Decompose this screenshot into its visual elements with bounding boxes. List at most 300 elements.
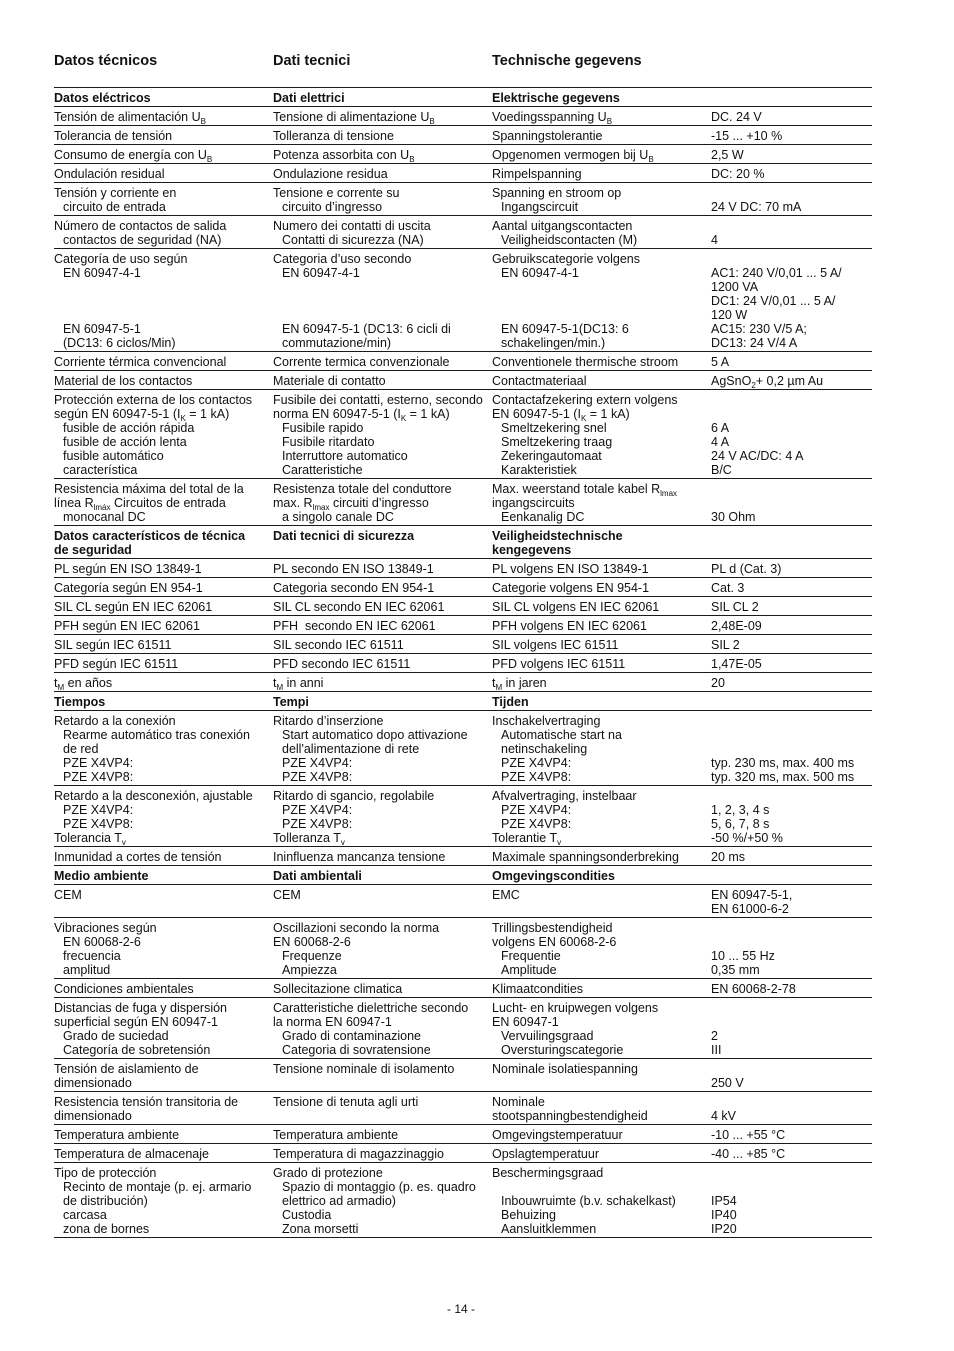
cell-line [711, 921, 872, 935]
heading-dutch: Technische gegevens [492, 53, 642, 69]
cell-value [711, 1166, 872, 1236]
cell-line: Inschakelvertraging [492, 714, 601, 728]
cell-line: Medio ambiente [54, 869, 149, 883]
cell-line: Condiciones ambientales [54, 982, 194, 996]
cell-line: PFD volgens IEC 61511 [492, 657, 626, 671]
cell-line: CEM [54, 888, 82, 902]
cell-italian [273, 581, 492, 595]
cell-italian [273, 850, 492, 864]
line-text: norma EN 60947-5-1 (I [273, 407, 401, 421]
cell-italian [273, 676, 492, 690]
cell-line: PFH según EN IEC 62061 [54, 619, 200, 633]
cell-line [711, 482, 872, 496]
spec-row [54, 249, 872, 352]
cell-line: Tensión y corriente en [54, 186, 177, 200]
cell-line: dimensionado [54, 1076, 132, 1090]
subscript: B [200, 117, 206, 126]
cell-line: Start automatico dopo attivazione [282, 728, 468, 742]
cell-value [711, 789, 872, 845]
cell-dutch [492, 252, 711, 350]
cell-line: Smeltzekering snel [501, 421, 607, 435]
cell-line: Fusibile dei contatti, esterno, secondo [273, 393, 483, 407]
cell-spanish [54, 252, 273, 350]
cell-line: Ondulazione residua [273, 167, 388, 181]
cell-italian [273, 600, 492, 614]
cell-line [54, 407, 273, 421]
cell-line: (DC13: 6 ciclos/Min) [63, 336, 176, 350]
cell-line: PL volgens EN ISO 13849-1 [492, 562, 649, 576]
cell-line [492, 148, 711, 162]
cell-line: de distribución) [63, 1194, 148, 1208]
cell-line: Nominale isolatiespanning [492, 1062, 638, 1076]
cell-line: fusible de acción lenta [63, 435, 187, 449]
cell-italian [273, 695, 492, 709]
cell-line: Ondulación residual [54, 167, 165, 181]
subscript: M [276, 683, 284, 692]
subscript: B [206, 155, 213, 164]
cell-line: dimensionado [54, 1109, 132, 1123]
cell-value [711, 695, 872, 709]
cell-line: Materiale di contatto [273, 374, 386, 388]
line-text: Voedingsspanning U [492, 110, 607, 124]
cell-spanish [54, 1128, 273, 1142]
cell-line: Grado di protezione [273, 1166, 383, 1180]
cell-italian [273, 355, 492, 369]
subscript: K [580, 414, 587, 423]
cell-line: EN 60068-2-6 [63, 935, 141, 949]
subscript: v [557, 838, 562, 847]
cell-line: 4 A [711, 435, 730, 449]
cell-line: SIL CL secondo EN IEC 62061 [273, 600, 445, 614]
cell-line: EN 60947-4-1 [501, 266, 579, 280]
cell-line [711, 789, 872, 803]
cell-line: Frequentie [501, 949, 561, 963]
cell-line [711, 935, 872, 949]
cell-line [492, 482, 711, 496]
cell-line: Zona morsetti [282, 1222, 359, 1236]
cell-line: EN 60068-2-6 [273, 935, 351, 949]
cell-line: DC. 24 V [711, 110, 762, 124]
cell-value [711, 1147, 872, 1161]
cell-spanish [54, 600, 273, 614]
cell-line: kengegevens [492, 543, 572, 557]
cell-line: Nominale [492, 1095, 545, 1109]
cell-line [273, 280, 492, 294]
cell-line [492, 831, 711, 845]
spec-row [54, 673, 872, 692]
spec-row [54, 107, 872, 126]
cell-line [273, 676, 492, 690]
cell-spanish [54, 982, 273, 996]
cell-line: Temperatura di magazzinaggio [273, 1147, 444, 1161]
line-text: AgSnO [711, 374, 752, 388]
spec-row [54, 1163, 872, 1238]
cell-line: EN 60947-5-1, [711, 888, 793, 902]
cell-line: -50 %/+50 % [711, 831, 783, 845]
cell-line: B/C [711, 463, 732, 477]
cell-line: Automatische start na [501, 728, 622, 742]
cell-line: Tensione e corrente su [273, 186, 400, 200]
cell-line: PZE X4VP4: [501, 803, 572, 817]
cell-line: fusible de acción rápida [63, 421, 195, 435]
spec-row [54, 616, 872, 635]
subscript: B [409, 155, 415, 164]
cell-line: SIL secondo IEC 61511 [273, 638, 404, 652]
cell-line [273, 496, 492, 510]
cell-line [54, 148, 273, 162]
cell-line [492, 308, 711, 322]
line-text: Tensión de alimentación U [54, 110, 201, 124]
cell-value [711, 355, 872, 369]
cell-italian [273, 888, 492, 916]
cell-line: Temperatura ambiente [54, 1128, 180, 1142]
cell-line: 10 ... 55 Hz [711, 949, 775, 963]
cell-line: Inmunidad a cortes de tensión [54, 850, 222, 864]
cell-line: Contatti di sicurezza (NA) [282, 233, 424, 247]
line-text: Potenza assorbita con U [273, 148, 410, 162]
cell-line: Número de contactos de salida [54, 219, 227, 233]
cell-line: Trillingsbestendigheid [492, 921, 613, 935]
cell-line [492, 280, 711, 294]
spec-row [54, 216, 872, 249]
cell-line: PZE X4VP4: [282, 803, 353, 817]
line-text: Max. weerstand totale kabel R [492, 482, 661, 496]
cell-line: Zekeringautomaat [501, 449, 602, 463]
cell-line: Grado de suciedad [63, 1029, 169, 1043]
cell-line: PZE X4VP8: [282, 770, 353, 784]
cell-line: Omgevingscondities [492, 869, 615, 883]
cell-line [54, 280, 273, 294]
cell-line: característica [63, 463, 138, 477]
cell-dutch [492, 695, 711, 709]
cell-line: Temperatura ambiente [273, 1128, 399, 1142]
cell-line: commutazione/min) [282, 336, 392, 350]
cell-line: Veiligheidscontacten (M) [501, 233, 638, 247]
cell-line [711, 1166, 872, 1180]
cell-line [273, 831, 492, 845]
cell-line: -40 ... +85 °C [711, 1147, 786, 1161]
cell-dutch [492, 1147, 711, 1161]
cell-spanish [54, 676, 273, 690]
spec-row [54, 786, 872, 847]
cell-line: EMC [492, 888, 520, 902]
cell-line: Numero dei contatti di uscita [273, 219, 431, 233]
cell-line: monocanal DC [63, 510, 146, 524]
cell-line: SIL CL volgens EN IEC 62061 [492, 600, 660, 614]
technical-data-table [54, 87, 872, 1238]
cell-line: 1,47E-05 [711, 657, 762, 671]
cell-line: PZE X4VP4: [501, 756, 572, 770]
cell-value [711, 888, 872, 916]
subscript: K [180, 414, 186, 423]
line-text: Consumo de energía con U [54, 148, 207, 162]
cell-line: PZE X4VP8: [282, 817, 353, 831]
cell-value [711, 1095, 872, 1123]
cell-italian [273, 167, 492, 181]
line-text: in jaren [502, 676, 547, 690]
cell-line: DC: 20 % [711, 167, 765, 181]
cell-line: 20 ms [711, 850, 746, 864]
cell-spanish [54, 91, 273, 105]
cell-italian [273, 1166, 492, 1236]
cell-line: frecuencia [63, 949, 121, 963]
cell-line [711, 1062, 872, 1076]
cell-line: IP20 [711, 1222, 737, 1236]
cell-italian [273, 186, 492, 214]
cell-line: ingangscircuits [492, 496, 575, 510]
cell-italian [273, 1001, 492, 1057]
cell-line [492, 1180, 711, 1194]
cell-line: Aansluitklemmen [501, 1222, 597, 1236]
cell-line: 6 A [711, 421, 730, 435]
cell-spanish [54, 110, 273, 124]
cell-line: IP40 [711, 1208, 737, 1222]
cell-value [711, 1062, 872, 1090]
cell-italian [273, 562, 492, 576]
cell-dutch [492, 562, 711, 576]
cell-spanish [54, 148, 273, 162]
cell-dutch [492, 393, 711, 477]
cell-line: SIL 2 [711, 638, 740, 652]
cell-line: volgens EN 60068-2-6 [492, 935, 617, 949]
cell-value [711, 129, 872, 143]
cell-dutch [492, 1166, 711, 1236]
cell-line: 2,48E-09 [711, 619, 762, 633]
cell-italian [273, 374, 492, 388]
cell-line: Tiempos [54, 695, 106, 709]
cell-line: Spanning en stroom op [492, 186, 622, 200]
cell-value [711, 869, 872, 883]
cell-line: EN 60068-2-78 [711, 982, 796, 996]
cell-line: AC1: 240 V/0,01 ... 5 A/ [711, 266, 842, 280]
cell-spanish [54, 619, 273, 633]
line-text: t [54, 676, 58, 690]
cell-spanish [54, 355, 273, 369]
cell-line: Omgevingstemperatuur [492, 1128, 623, 1142]
subscript: B [648, 155, 654, 164]
cell-line: de seguridad [54, 543, 132, 557]
cell-spanish [54, 888, 273, 916]
cell-line: Resistenza totale del conduttore [273, 482, 452, 496]
cell-line: Ingangscircuit [501, 200, 579, 214]
cell-line: Caratteristiche [282, 463, 363, 477]
cell-line: Fusibile rapido [282, 421, 364, 435]
cell-line: EN 60947-4-1 [63, 266, 141, 280]
cell-spanish [54, 869, 273, 883]
cell-line: PZE X4VP4: [63, 756, 134, 770]
cell-italian [273, 482, 492, 524]
cell-line: PFH secondo EN IEC 62061 [273, 619, 436, 633]
cell-spanish [54, 1166, 273, 1236]
cell-line [711, 252, 872, 266]
cell-line: PFD según IEC 61511 [54, 657, 179, 671]
cell-spanish [54, 638, 273, 652]
cell-line: Karakteristiek [501, 463, 577, 477]
cell-value [711, 91, 872, 105]
cell-dutch [492, 1095, 711, 1123]
page-number: - 14 - [447, 1302, 476, 1316]
cell-line: Caratteristiche dielettriche secondo [273, 1001, 469, 1015]
cell-line: EN 60947-5-1(DC13: 6 [501, 322, 629, 336]
heading-italian: Dati tecnici [273, 53, 351, 69]
cell-line: -15 ... +10 % [711, 129, 783, 143]
cell-line: Dati tecnici di sicurezza [273, 529, 415, 543]
cell-line: 250 V [711, 1076, 744, 1090]
heading-spanish: Datos técnicos [54, 53, 158, 69]
cell-line [711, 714, 872, 728]
cell-line: PZE X4VP8: [63, 770, 134, 784]
line-text: = 1 kA) [406, 407, 450, 421]
cell-dutch [492, 148, 711, 162]
cell-line: Opslagtemperatuur [492, 1147, 600, 1161]
cell-line: EN 60947-5-1 [63, 322, 141, 336]
subscript: v [340, 838, 345, 847]
cell-spanish [54, 129, 273, 143]
cell-spanish [54, 393, 273, 477]
cell-spanish [54, 482, 273, 524]
cell-line: 24 V DC: 70 mA [711, 200, 802, 214]
line-text: in anni [283, 676, 324, 690]
cell-line: Dati ambientali [273, 869, 362, 883]
spec-row [54, 635, 872, 654]
cell-line: Categoria secondo EN 954-1 [273, 581, 435, 595]
section-header-row [54, 88, 872, 107]
cell-value [711, 982, 872, 996]
spec-row [54, 164, 872, 183]
cell-italian [273, 638, 492, 652]
cell-line [711, 407, 872, 421]
cell-line: Distancias de fuga y dispersión [54, 1001, 228, 1015]
cell-spanish [54, 921, 273, 977]
cell-line: SIL CL según EN IEC 62061 [54, 600, 213, 614]
cell-line: la norma EN 60947-1 [273, 1015, 392, 1029]
cell-italian [273, 110, 492, 124]
subscript: M [495, 683, 503, 692]
cell-dutch [492, 619, 711, 633]
cell-line: Tipo de protección [54, 1166, 157, 1180]
cell-spanish [54, 186, 273, 214]
cell-value [711, 252, 872, 350]
cell-line: Grado di contaminazione [282, 1029, 421, 1043]
cell-value [711, 482, 872, 524]
cell-line: Temperatura de almacenaje [54, 1147, 209, 1161]
cell-value [711, 186, 872, 214]
cell-line [492, 407, 711, 421]
cell-line: DC13: 24 V/4 A [711, 336, 798, 350]
cell-line: Tensione nominale di isolamento [273, 1062, 455, 1076]
cell-line: 1200 VA [711, 280, 759, 294]
cell-line: PL según EN ISO 13849-1 [54, 562, 202, 576]
cell-dutch [492, 374, 711, 388]
cell-line: Retardo a la desconexión, ajustable [54, 789, 253, 803]
cell-italian [273, 869, 492, 883]
cell-line: typ. 320 ms, max. 500 ms [711, 770, 855, 784]
cell-line: Recinto de montaje (p. ej. armario [63, 1180, 252, 1194]
cell-line: Categoría de sobretensión [63, 1043, 211, 1057]
cell-italian [273, 91, 492, 105]
cell-line: SIL según IEC 61511 [54, 638, 172, 652]
cell-dutch [492, 714, 711, 784]
cell-dutch [492, 638, 711, 652]
line-text: max. R [273, 496, 313, 510]
cell-value [711, 921, 872, 977]
cell-spanish [54, 1147, 273, 1161]
cell-spanish [54, 714, 273, 784]
spec-row [54, 885, 872, 918]
cell-line: contactos de seguridad (NA) [63, 233, 222, 247]
cell-line: Categoria di sovratensione [282, 1043, 431, 1057]
cell-line: circuito d’ingresso [282, 200, 383, 214]
cell-line: de red [63, 742, 99, 756]
cell-dutch [492, 1062, 711, 1090]
spec-row [54, 847, 872, 866]
cell-line: AC15: 230 V/5 A; [711, 322, 807, 336]
cell-line: Frequenze [282, 949, 342, 963]
cell-line [54, 831, 273, 845]
cell-value [711, 581, 872, 595]
spec-row [54, 352, 872, 371]
cell-dutch [492, 921, 711, 977]
cell-line [273, 148, 492, 162]
cell-dutch [492, 129, 711, 143]
cell-italian [273, 1095, 492, 1123]
cell-line: Ininfluenza mancanza tensione [273, 850, 446, 864]
cell-line: Categoria d’uso secondo [273, 252, 412, 266]
cell-line: Tempi [273, 695, 309, 709]
cell-line: SIL CL 2 [711, 600, 759, 614]
cell-line: Tolleranza di tensione [273, 129, 394, 143]
cell-line [273, 110, 492, 124]
cell-value [711, 850, 872, 864]
subscript: v [121, 838, 126, 847]
cell-line: a singolo canale DC [282, 510, 394, 524]
cell-value [711, 714, 872, 784]
cell-italian [273, 619, 492, 633]
cell-line [711, 1095, 872, 1109]
cell-line: Tensione di tenuta agli urti [273, 1095, 419, 1109]
cell-dutch [492, 167, 711, 181]
cell-line [711, 219, 872, 233]
subscript: 2 [751, 381, 756, 390]
cell-value [711, 600, 872, 614]
cell-line: EN 60947-5-1 (DC13: 6 cicli di [282, 322, 451, 336]
line-text: línea R [54, 496, 94, 510]
cell-line: Veiligheidstechnische [492, 529, 623, 543]
cell-line: Spanningstolerantie [492, 129, 603, 143]
cell-value [711, 638, 872, 652]
cell-line: CEM [273, 888, 301, 902]
spec-row [54, 1144, 872, 1163]
cell-italian [273, 529, 492, 557]
cell-value [711, 562, 872, 576]
section-header-row [54, 526, 872, 559]
line-text: = 1 kA) [586, 407, 630, 421]
cell-line: Afvalvertraging, instelbaar [492, 789, 637, 803]
cell-line [711, 496, 872, 510]
cell-spanish [54, 1062, 273, 1090]
cell-line: Aantal uitgangscontacten [492, 219, 633, 233]
cell-spanish [54, 850, 273, 864]
cell-dutch [492, 355, 711, 369]
cell-spanish [54, 562, 273, 576]
cell-line: carcasa [63, 1208, 107, 1222]
cell-line [711, 186, 872, 200]
cell-line: Tensión de aislamiento de [54, 1062, 199, 1076]
cell-line: Beschermingsgraad [492, 1166, 604, 1180]
cell-value [711, 619, 872, 633]
spec-row [54, 1092, 872, 1125]
cell-line: PZE X4VP8: [63, 817, 134, 831]
